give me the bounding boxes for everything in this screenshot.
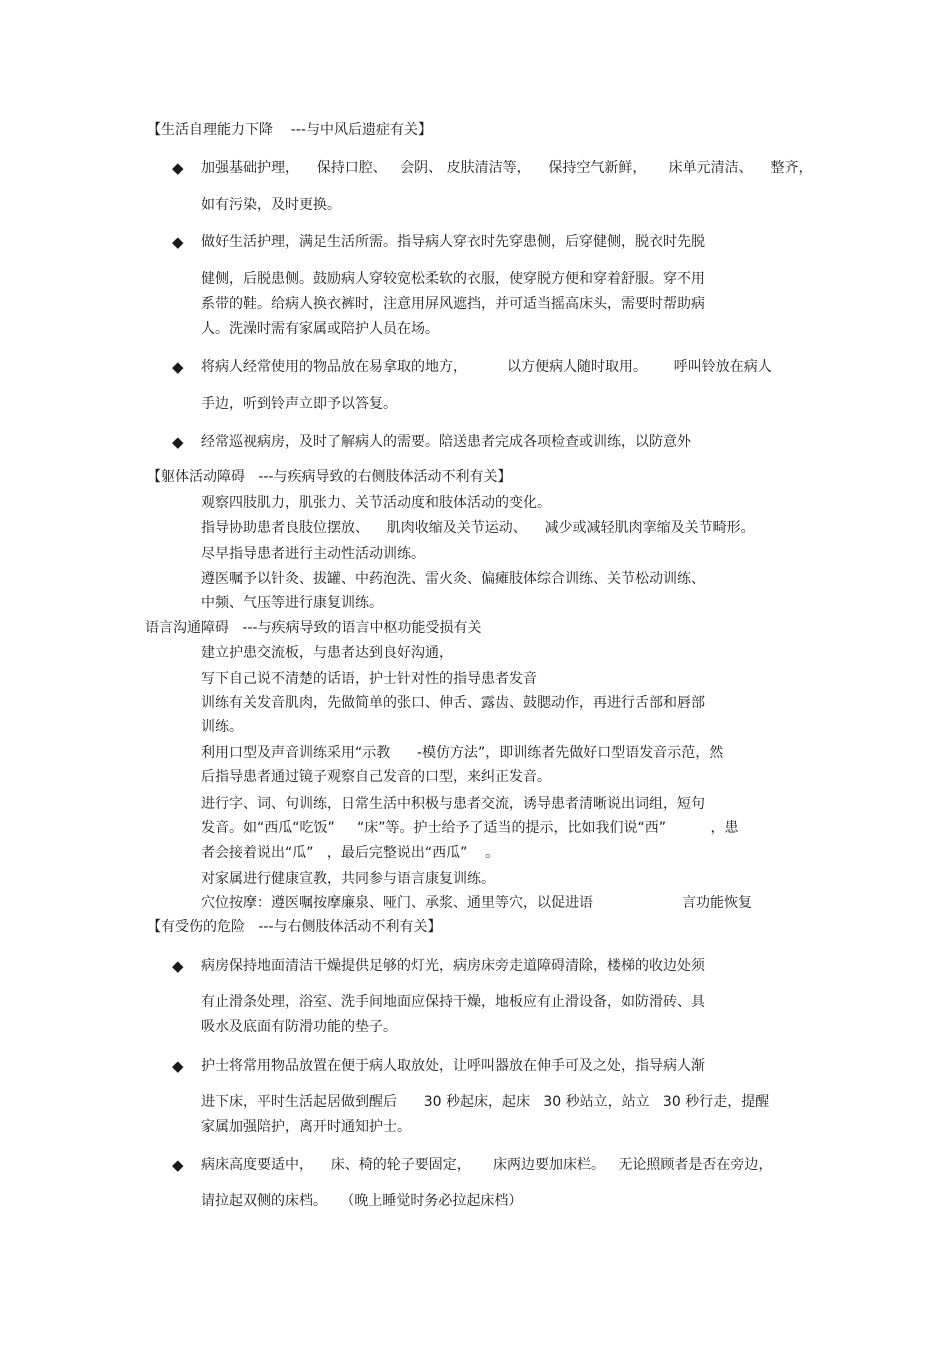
paragraph-line: 发音。如“西瓜“吃饭” “床”等。护士给予了适当的提示，比如我们说“西” ，患	[201, 820, 739, 836]
bullet-diamond-icon: ◆	[172, 1156, 184, 1174]
paragraph-line: 人。洗澡时需有家属或陪护人员在场。	[201, 321, 439, 337]
paragraph-line: 做好生活护理，满足生活所需。指导病人穿衣时先穿患侧，后穿健侧，脱衣时先脱	[201, 234, 705, 250]
paragraph-line: 对家属进行健康宣教，共同参与语言康复训练。	[201, 871, 495, 887]
paragraph-line: 手边，听到铃声立即予以答复。	[201, 396, 397, 412]
paragraph-line: 病床高度要适中， 床、椅的轮子要固定， 床两边要加床栏。 无论照顾者是否在旁边，	[201, 1157, 773, 1173]
paragraph-line: 家属加强陪护，离开时通知护士。	[201, 1119, 411, 1135]
paragraph-line: 健侧，后脱患侧。鼓励病人穿较宽松柔软的衣服，使穿脱方便和穿着舒服。穿不用	[201, 271, 705, 287]
paragraph-line: 穴位按摩：遵医嘱按摩廉泉、哑门、承浆、通里等穴，以促进语 言功能恢复	[201, 895, 753, 911]
paragraph-line: 护士将常用物品放置在便于病人取放处，让呼叫器放在伸手可及之处，指导病人渐	[201, 1058, 705, 1074]
paragraph-line: 如有污染，及时更换。	[201, 197, 341, 213]
section-heading: 【生活自理能力下降 ---与中风后遗症有关】	[147, 122, 432, 138]
paragraph-line: 训练。	[201, 719, 243, 735]
paragraph-line: 遵医嘱予以针灸、拔罐、中药泡洗、雷火灸、偏瘫肢体综合训练、关节松动训练、	[201, 571, 705, 587]
bullet-diamond-icon: ◆	[172, 1057, 184, 1075]
paragraph-line: 加强基础护理， 保持口腔、 会阴、 皮肤清洁等， 保持空气新鲜， 床单元清洁、 整齐，	[201, 160, 813, 176]
bullet-diamond-icon: ◆	[172, 159, 184, 177]
paragraph-line: 将病人经常使用的物品放在易拿取的地方， 以方便病人随时取用。 呼叫铃放在病人	[201, 359, 772, 375]
paragraph-line: 者会接着说出“瓜” ，最后完整说出“西瓜” 。	[201, 845, 500, 861]
bullet-diamond-icon: ◆	[172, 433, 184, 451]
paragraph-line: 经常巡视病房，及时了解病人的需要。陪送患者完成各项检查或训练，以防意外	[201, 434, 691, 450]
paragraph-line: 进行字、词、句训练，日常生活中积极与患者交流，诱导患者清晰说出词组，短句	[201, 796, 705, 812]
paragraph-line: 训练有关发音肌肉，先做简单的张口、伸舌、露齿、鼓腮动作，再进行舌部和唇部	[201, 695, 705, 711]
paragraph-line: 尽早指导患者进行主动性活动训练。	[201, 546, 425, 562]
paragraph-line: 请拉起双侧的床档。 （晚上睡觉时务必拉起床档）	[201, 1193, 523, 1209]
paragraph-line: 写下自己说不清楚的话语，护士针对性的指导患者发音	[201, 671, 537, 687]
paragraph-line: 指导协助患者良肢位摆放、 肌肉收缩及关节运动、 减少或减轻肌肉挛缩及关节畸形。	[201, 520, 755, 536]
bullet-diamond-icon: ◆	[172, 957, 184, 975]
paragraph-line: 中频、气压等进行康复训练。	[201, 595, 383, 611]
paragraph-line: 有止滑条处理，浴室、洗手间地面应保持干燥，地板应有止滑设备，如防滑砖、具	[201, 994, 705, 1010]
paragraph-line: 利用口型及声音训练采用“示教 -模仿方法”，即训练者先做好口型语发音示范，然	[201, 745, 724, 761]
bullet-diamond-icon: ◆	[172, 358, 184, 376]
section-heading: 语言沟通障碍 ---与疾病导致的语言中枢功能受损有关	[145, 620, 482, 636]
paragraph-line: 后指导患者通过镜子观察自己发音的口型，来纠正发音。	[201, 769, 551, 785]
bullet-diamond-icon: ◆	[172, 233, 184, 251]
paragraph-line: 系带的鞋。给病人换衣裤时，注意用屏风遮挡，并可适当摇高床头，需要时帮助病	[201, 296, 705, 312]
paragraph-line: 建立护患交流板，与患者达到良好沟通，	[201, 645, 453, 661]
paragraph-line: 吸水及底面有防滑功能的垫子。	[201, 1019, 397, 1035]
paragraph-line: 病房保持地面清洁干燥提供足够的灯光，病房床旁走道障碍清除，楼梯的收边处须	[201, 958, 705, 974]
section-heading: 【有受伤的危险 ---与右侧肢体活动不利有关】	[147, 919, 442, 935]
paragraph-line: 进下床，平时生活起居做到醒后 30 秒起床，起床 30 秒站立，站立 30 秒行走，提醒	[201, 1094, 770, 1110]
section-heading: 【躯体活动障碍 ---与疾病导致的右侧肢体活动不利有关】	[147, 469, 512, 485]
paragraph-line: 观察四肢肌力，肌张力、关节活动度和肢体活动的变化。	[201, 495, 551, 511]
